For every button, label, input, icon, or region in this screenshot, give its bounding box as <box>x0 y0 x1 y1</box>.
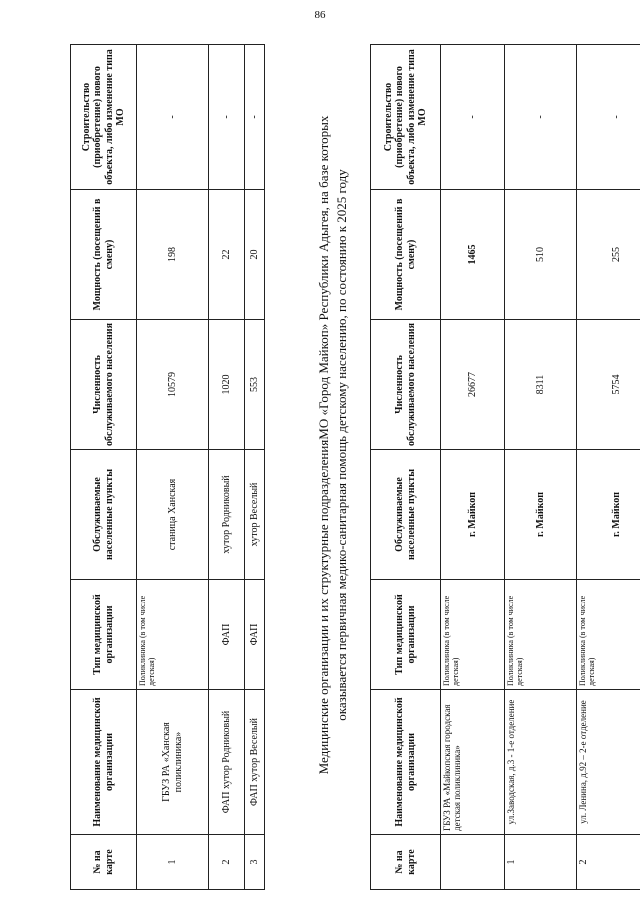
table-header-row <box>71 45 137 890</box>
table-khanskaya <box>70 44 265 890</box>
header-construction: Строительство (приобретение) нового объекта, либо изменение типа МО <box>371 45 441 190</box>
header-name: Наименование медицинской организации <box>71 690 137 835</box>
header-places: Обслуживаемые населенные пункты <box>71 450 137 580</box>
cell-capacity: 1465 <box>441 190 505 320</box>
cell-capacity: 198 <box>137 190 209 320</box>
section-caption-line1: Медицинские организации и их структурные подразделенияМО «Город Майкоп» Республики Адыгея, на базе которых <box>316 115 331 775</box>
rotated-sheet <box>20 0 620 895</box>
table-row <box>209 45 245 890</box>
cell-name: ул. Ленина, д.92 – 2-е отделение <box>577 690 640 835</box>
cell-name: ФАП хутор Веселый <box>245 690 265 835</box>
table-row <box>441 45 505 890</box>
cell-num: 2 <box>577 835 640 890</box>
header-type: Тип медицинской организации <box>371 580 441 690</box>
cell-capacity: 510 <box>505 190 577 320</box>
cell-construction: - <box>505 45 577 190</box>
header-capacity: Мощность (посещений в смену) <box>371 190 441 320</box>
cell-num: 3 <box>245 835 265 890</box>
cell-population: 26677 <box>441 320 505 450</box>
header-population: Численность обслуживаемого населения <box>71 320 137 450</box>
table-maykop <box>370 44 640 890</box>
cell-population: 1020 <box>209 320 245 450</box>
cell-name: ФАП хутор Родниковый <box>209 690 245 835</box>
header-type: Тип медицинской организации <box>71 580 137 690</box>
table-row <box>505 45 577 890</box>
cell-num <box>441 835 505 890</box>
cell-places: хутор Родниковый <box>209 450 245 580</box>
page-number: 86 <box>314 9 326 21</box>
cell-population: 553 <box>245 320 265 450</box>
cell-type: Поликлиника (в том числе детская) <box>505 580 577 690</box>
cell-name: ГБУЗ РА «Майкопская городская детская поликлиника» <box>441 690 505 835</box>
cell-construction: - <box>209 45 245 190</box>
header-capacity: Мощность (посещений в смену) <box>71 190 137 320</box>
cell-construction: - <box>245 45 265 190</box>
header-num: № на карте <box>371 835 441 890</box>
cell-capacity: 20 <box>245 190 265 320</box>
cell-num: 1 <box>505 835 577 890</box>
cell-num: 1 <box>137 835 209 890</box>
cell-num: 2 <box>209 835 245 890</box>
table-row <box>137 45 209 890</box>
cell-places: г. Майкоп <box>441 450 505 580</box>
cell-construction: - <box>441 45 505 190</box>
cell-population: 5754 <box>577 320 640 450</box>
cell-name: ул.Заводская, д.3 - 1-е отделение <box>505 690 577 835</box>
cell-type: Поликлиника (в том числе детская) <box>137 580 209 690</box>
cell-places: г. Майкоп <box>505 450 577 580</box>
cell-capacity: 22 <box>209 190 245 320</box>
table-header-row <box>371 45 441 890</box>
cell-population: 10579 <box>137 320 209 450</box>
cell-places: г. Майкоп <box>577 450 640 580</box>
cell-population: 8311 <box>505 320 577 450</box>
cell-places: станица Ханская <box>137 450 209 580</box>
cell-places: хутор Веселый <box>245 450 265 580</box>
cell-name: ГБУЗ РА «Ханская поликлиника» <box>137 690 209 835</box>
cell-type: Поликлиника (в том числе детская) <box>577 580 640 690</box>
cell-construction: - <box>577 45 640 190</box>
header-num: № на карте <box>71 835 137 890</box>
header-places: Обслуживаемые населенные пункты <box>371 450 441 580</box>
cell-capacity: 255 <box>577 190 640 320</box>
cell-type: Поликлиника (в том числе детская) <box>441 580 505 690</box>
cell-type: ФАП <box>209 580 245 690</box>
section-caption-line2: оказывается первичная медико-санитарная помощь детскому населению, по состоянию к 2025 году <box>334 169 349 721</box>
header-construction: Строительство (приобретение) нового объекта, либо изменение типа МО <box>71 45 137 190</box>
table-row <box>245 45 265 890</box>
cell-construction: - <box>137 45 209 190</box>
header-name: Наименование медицинской организации <box>371 690 441 835</box>
header-population: Численность обслуживаемого населения <box>371 320 441 450</box>
table-row <box>577 45 640 890</box>
cell-type: ФАП <box>245 580 265 690</box>
